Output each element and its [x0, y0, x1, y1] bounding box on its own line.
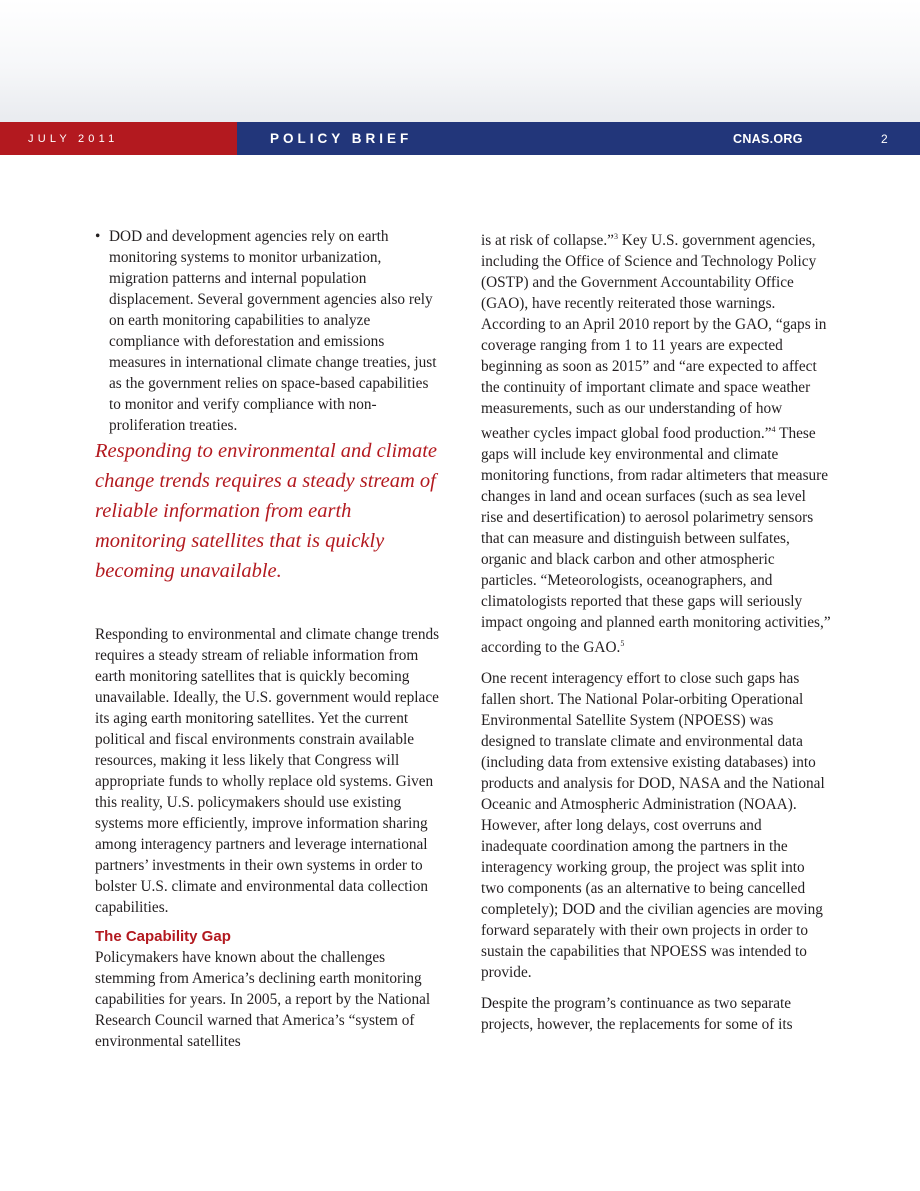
header-date-block	[0, 122, 237, 155]
footnote-marker[interactable]: 3	[613, 232, 618, 241]
body-paragraph: Responding to environmental and climate change trends requires a steady stream of reliable information from earth monitoring satellites that is quickly becoming unavailable. Ideally, the U.S. government would replace its aging earth monitoring satellites. Yet the current political and fiscal environments constrain available resources, making it less likely that Congress will appropriate funds to wholly replace old systems. Given this reality, U.S. policymakers should use existing systems more efficiently, improve information sharing among interagency partners and leverage international partners’ investments in their own systems in order to bolster U.S. climate and environmental data collection capabilities.	[95, 626, 440, 916]
paragraph-text: is at risk of collapse.”	[481, 232, 614, 250]
header-title-block	[237, 122, 920, 155]
bullet-icon: •	[95, 228, 101, 245]
body-paragraph: Despite the program’s continuance as two separate projects, however, the replacements for some of its	[481, 995, 793, 1034]
bullet-text: DOD and development agencies rely on earth monitoring systems to monitor urbanization, migration patterns and internal population displacement. Several government agencies also rely on earth monitoring capabilities to analyze compliance with deforestation and emissions measures in international climate change treaties, just as the government relies on space-based capabilities to monitor and verify compliance with non-proliferation treaties.	[109, 228, 437, 434]
bullet-item	[95, 226, 443, 436]
paragraph-text: These gaps will include key environmental and climate monitoring functions, from radar altimeters that measure changes in land and ocean surfaces (such as sea level rise and desertification) to aerosol polarimetry sensors that can measure and distinguish between sulfates, organic and black carbon and other atmospheric particles. “Meteorologists, oceanographers, and climatologists reported that these gaps will seriously impact ongoing and planned earth monitoring activities,” according to the GAO.	[481, 425, 831, 657]
header-site-link[interactable]: CNAS.ORG	[733, 131, 803, 146]
pull-quote: Responding to environmental and climate change trends requires a steady stream of reliable information from earth monitoring satellites that is quickly becoming unavailable.	[95, 440, 437, 582]
footnote-marker[interactable]: 5	[620, 639, 625, 649]
paragraph-text: Key U.S. government agencies, including the Office of Science and Technology Policy (OSTP) and the Government Accountability Office (GAO), have recently reiterated those warnings. According to an April 2010 report by the GAO, “gaps in coverage ranging from 1 to 11 years are expected beginning as soon as 2015” and “are expected to affect the continuity of important climate and space weather measurements, such as our understanding of how weather cycles impact global food production.”	[481, 232, 827, 443]
body-paragraph: Policymakers have known about the challenges stemming from America’s declining earth monitoring capabilities for years. In 2005, a report by the National Research Council warned that America’s “system of environmental satellites	[95, 949, 431, 1050]
header-background	[0, 0, 920, 122]
page-number: 2	[881, 131, 888, 146]
right-column	[481, 226, 831, 1035]
body-paragraph: One recent interagency effort to close such gaps has fallen short. The National Polar-orbiting Operational Environmental Satellite System (NPOESS) was designed to translate climate and environmental data (including data from extensive existing databases) into products and analysis for DOD, NASA and the National Oceanic and Atmospheric Administration (NOAA). However, after long delays, cost overruns and inadequate coordination among the partners in the interagency working group, the project was split into two components (as an alternative to being cancelled completely); DOD and the civilian agencies are moving forward separately with their own projects in order to sustain the capabilities that NPOESS was intended to provide.	[481, 670, 825, 982]
left-column	[95, 226, 443, 1052]
header-title: POLICY BRIEF	[270, 131, 413, 146]
body-paragraph	[481, 226, 831, 658]
header-date: JULY 2011	[28, 132, 119, 145]
section-heading: The Capability Gap	[95, 928, 231, 945]
header-bar	[0, 122, 920, 155]
footnote-marker[interactable]: 4	[771, 425, 776, 435]
